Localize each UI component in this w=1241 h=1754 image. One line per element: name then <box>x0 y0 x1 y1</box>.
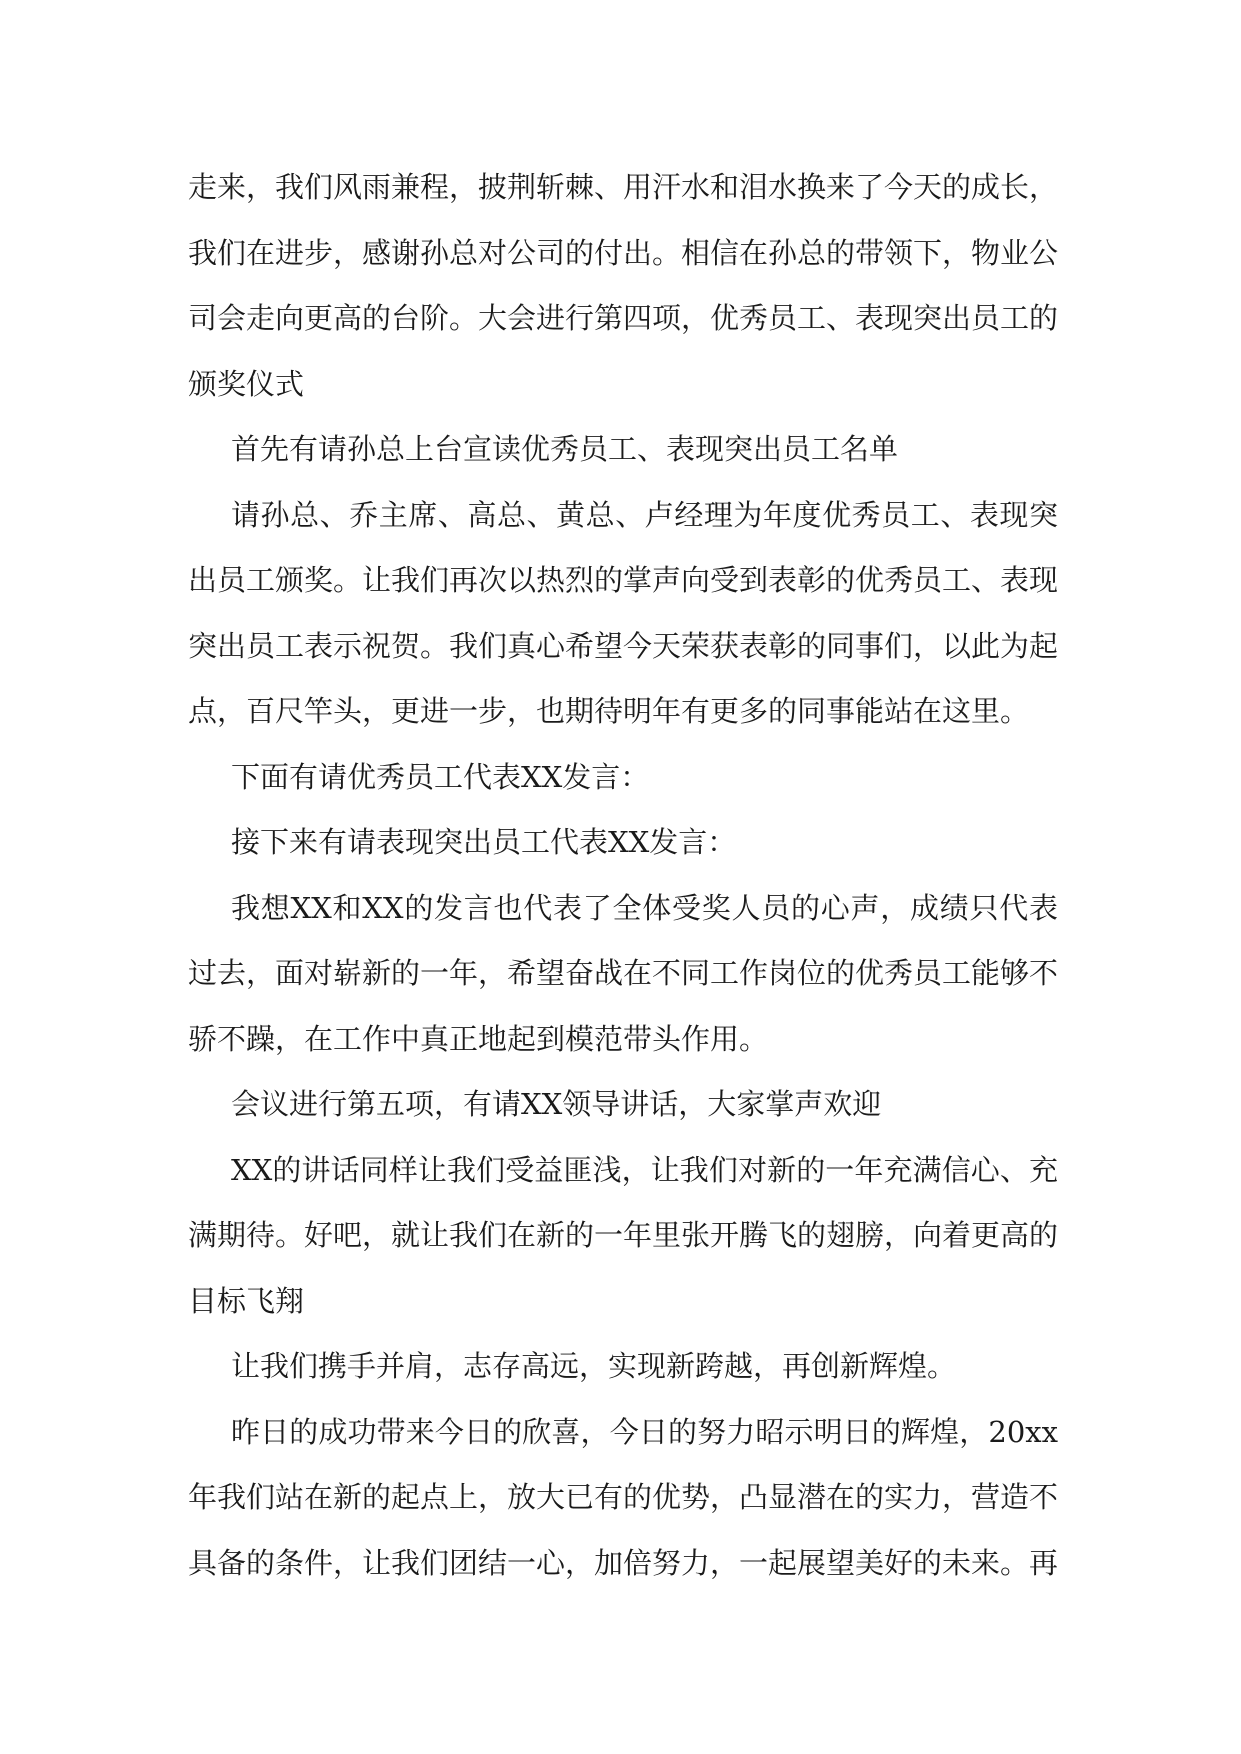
paragraph-6: 我想XX和XX的发言也代表了全体受奖人员的心声，成绩只代表过去，面对崭新的一年，希望奋战在不同工作岗位的优秀员工能够不骄不躁，在工作中真正地起到模范带头作用。 <box>188 890 1059 1056</box>
paragraph-1: 走来，我们风雨兼程，披荆斩棘、用汗水和泪水换来了今天的成长，我们在进步，感谢孙总对公司的付出。相信在孙总的带领下，物业公司会走向更高的台阶。大会进行第四项，优秀员工、表现突出员工的颁奖仪式 <box>188 170 1059 401</box>
document-body <box>188 155 1058 1596</box>
paragraph-4: 下面有请优秀员工代表XX发言： <box>231 759 650 794</box>
paragraph-9: 让我们携手并肩，志存高远，实现新跨越，再创新辉煌。 <box>231 1349 957 1383</box>
paragraph-8: XX的讲话同样让我们受益匪浅，让我们对新的一年充满信心、充满期待。好吧，就让我们在新的一年里张开腾飞的翅膀，向着更高的目标飞翔 <box>188 1152 1059 1318</box>
paragraph-5: 接下来有请表现突出员工代表XX发言： <box>231 825 737 859</box>
paragraph-7: 会议进行第五项，有请XX领导讲话，大家掌声欢迎 <box>231 1087 882 1121</box>
paragraph-3: 请孙总、乔主席、高总、黄总、卢经理为年度优秀员工、表现突出员工颁奖。让我们再次以热烈的掌声向受到表彰的优秀员工、表现突出员工表示祝贺。我们真心希望今天荣获表彰的同事们，以此为起点，百尺竿头，更进一步，也期待明年有更多的同事能站在这里。 <box>188 497 1059 728</box>
paragraph-2: 首先有请孙总上台宣读优秀员工、表现突出员工名单 <box>231 432 899 466</box>
paragraph-10: 昨日的成功带来今日的欣喜，今日的努力昭示明日的辉煌，20xx年我们站在新的起点上，放大已有的优势，凸显潜在的实力，营造不具备的条件，让我们团结一心，加倍努力，一起展望美好的未来。再 <box>188 1414 1059 1580</box>
